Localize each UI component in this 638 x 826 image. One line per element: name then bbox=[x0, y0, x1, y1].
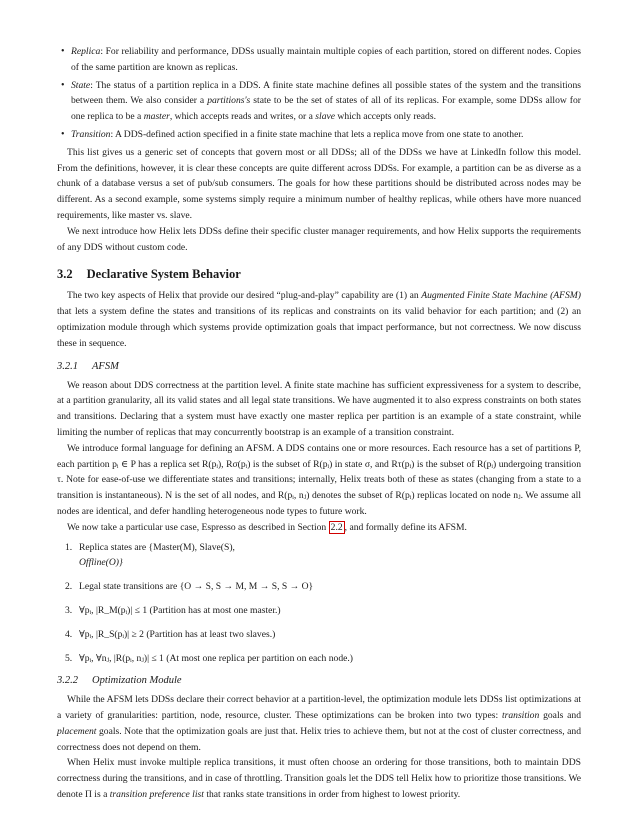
subsection-heading bbox=[57, 674, 581, 688]
term-transition: Transition bbox=[71, 128, 111, 140]
paragraph: We introduce formal language for defining an AFSM. A DDS contains one or more resources. Each resource has a set of partitions P, each partition pᵢ ∈ P has a replica set R(pᵢ), Rσ(pᵢ) is the subset of R(pᵢ) in state σ, and Rτ(pᵢ) is the subset of R(pᵢ) undergoing transition τ. Note for ease-of-use we differentiate states and transitions; internally, Helix treats both of these as states (changing from a state to a transition is instantaneous). N is the set of all nodes, and R(pᵢ, nⱼ) denotes the subset of R(pᵢ) replicas located on node nⱼ. We assume all nodes are identical, and defer handling heterogeneous node types to future work. bbox=[57, 442, 581, 517]
term-replica: Replica bbox=[71, 46, 101, 57]
paragraph: We next introduce how Helix lets DDSs define their specific cluster manager requirements, and how Helix supports the requirements of any DDS without custom code. bbox=[57, 225, 581, 253]
item-text: ∀pᵢ, |R_S(pᵢ)| ≥ 2 (Partition has at least two slaves.) bbox=[79, 628, 276, 640]
text-run: that ranks state transitions in order from highest to lowest priority. bbox=[203, 789, 461, 801]
item-text: Legal state transitions are {O → S, S → M, M → S, S → O} bbox=[79, 581, 314, 593]
text-run: that lets a system define the states and transitions of its replicas and constraints on its valid behavior for each partition; and (2) an optimization module through which systems provide optimization goals that impact performance, but not correctness. We now discuss these in sequence. bbox=[57, 306, 581, 349]
subsection-number: 3.2.2 bbox=[57, 675, 78, 687]
item-text: ∀pᵢ, |R_M(pᵢ)| ≤ 1 (Partition has at most one master.) bbox=[79, 604, 281, 616]
afsm-definition-list bbox=[57, 540, 581, 667]
emphasis: slave bbox=[315, 111, 336, 123]
list-item-replica bbox=[57, 44, 581, 76]
subsection-title: AFSM bbox=[92, 360, 119, 372]
subsection-number: 3.2.1 bbox=[57, 360, 78, 372]
section-number: 3.2 bbox=[57, 267, 73, 282]
emphasis: transition preference list bbox=[109, 789, 204, 801]
item-text: ∀pᵢ, ∀nⱼ, |R(pᵢ, nⱼ)| ≤ 1 (At most one replica per partition on each node.) bbox=[79, 652, 353, 664]
text-run: When Helix must invoke multiple replica transitions, it must often choose an ordering for those transitions, both to maintain DDS correctness during the transitions, and in case of throttling. Transition goals let the DDS tell Helix how to prioritize those transitions. We denote Π is a bbox=[57, 757, 581, 801]
item-number: 4. bbox=[65, 628, 73, 640]
paragraph bbox=[57, 755, 581, 802]
item-text-continued: Offline(O)} bbox=[79, 557, 123, 569]
item-number: 3. bbox=[65, 604, 73, 616]
list-item bbox=[57, 540, 581, 572]
item-number: 1. bbox=[65, 541, 73, 553]
text-run: , and formally define its AFSM. bbox=[344, 521, 467, 533]
definition-text: : The status of a partition replica in a DDS. A finite state machine defines all possible states of the system and the transitions between them. We also consider a bbox=[71, 79, 581, 107]
definition-text: state to be the set of states of all of its replicas. For example, some DDSs allow for one replica to be a bbox=[71, 95, 581, 123]
text-run: goals and bbox=[539, 710, 582, 722]
list-item-transition bbox=[57, 127, 581, 143]
paragraph bbox=[57, 288, 581, 351]
text-run: We now take a particular use case, Espresso as described in Section bbox=[67, 521, 329, 533]
text-run: While the AFSM lets DDSs declare their correct behavior at a partition-level, the optimization module lets DDSs list optimizations at a variety of granularities: partition, node, resource, cluster. These optimizations can be broken into two types: bbox=[57, 694, 581, 722]
subsection-title: Optimization Module bbox=[92, 675, 182, 687]
emphasis: Augmented Finite State Machine (AFSM) bbox=[421, 290, 581, 302]
definition-text: : A DDS-defined action specified in a finite state machine that lets a replica move from one state to another. bbox=[110, 128, 524, 140]
emphasis: transition bbox=[501, 710, 540, 722]
list-item-state bbox=[57, 78, 581, 125]
definition-list bbox=[57, 44, 581, 143]
term-state: State bbox=[71, 79, 91, 91]
definition-text: , which accepts reads and writes, or a bbox=[169, 111, 316, 123]
list-item bbox=[57, 627, 581, 643]
section-heading bbox=[57, 266, 581, 282]
subsection-heading bbox=[57, 360, 581, 374]
item-number: 5. bbox=[65, 652, 73, 664]
text-run: The two key aspects of Helix that provide our desired “plug-and-play” capability are (1) an bbox=[67, 290, 422, 302]
text-run: goals. Note that the optimization goals are just that. Helix tries to achieve them, but not at the cost of cluster correctness, and correctness does not depend on them. bbox=[57, 725, 581, 753]
paragraph bbox=[57, 692, 581, 755]
list-item bbox=[57, 579, 581, 595]
paragraph: We reason about DDS correctness at the partition level. A finite state machine has sufficient expressiveness for a system to describe, at a partition granularity, all its valid states and all legal state transitions. We have augmented it to also express constraints on both states and transitions. Declaring that a system must have exactly one master replica per partition is an example of a state constraint, while limiting the number of replicas that may concurrently bootstrap is an example of a transition constraint. bbox=[57, 379, 581, 438]
page-body bbox=[57, 44, 581, 803]
definition-text: : For reliability and performance, DDSs usually maintain multiple copies of each partition, stored on different nodes. Copies of the same partition are known as replicas. bbox=[71, 46, 581, 73]
emphasis: master bbox=[143, 111, 170, 123]
emphasis: placement bbox=[57, 725, 97, 737]
section-title: Declarative System Behavior bbox=[86, 267, 241, 282]
paragraph bbox=[57, 520, 581, 536]
paragraph: This list gives us a generic set of concepts that govern most or all DDSs; all of the DDSs we have at LinkedIn follow this model. From the definitions, however, it is clear these concepts are quite different across DDSs. For example, a partition can be as diverse as a chunk of a database versus a set of pub/sub consumers. The goals for how these partitions should be distributed across nodes may be different. As a second example, some systems simply require a minimum number of healthy replicas, while others have more nuanced requirements, like master vs. slave. bbox=[57, 146, 581, 221]
item-text: Replica states are {Master(M), Slave(S), bbox=[79, 541, 235, 553]
emphasis: partitions's bbox=[207, 95, 251, 107]
item-number: 2. bbox=[65, 581, 73, 593]
list-item bbox=[57, 651, 581, 667]
definition-text: which accepts only reads. bbox=[335, 111, 436, 123]
list-item bbox=[57, 603, 581, 619]
section-reference-link[interactable]: 2.2 bbox=[330, 521, 343, 533]
